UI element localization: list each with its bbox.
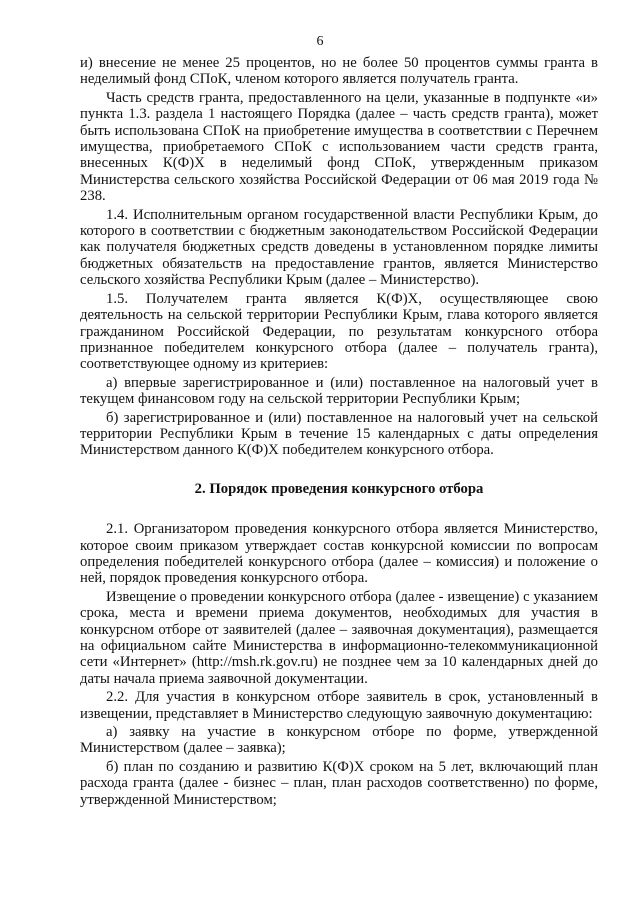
paragraph-2-1: 2.1. Организатором проведения конкурсного отбора является Министерство, которое своим приказом утверждает состав конкурсной комиссии по вопросам определения победителей конкурсного отбора (далее – комиссия) и положение о ней, порядок проведения конкурсного отбора. xyxy=(80,521,598,587)
page-number: 6 xyxy=(316,34,324,49)
paragraph-1-5: 1.5. Получателем гранта является К(Ф)Х, осуществляющее свою деятельность на сельской территории Республики Крым, глава которого является гражданином Российской Федерации, по результатам конкурсного отбора признанное победителем конкурсного отбора (далее – получатель гранта), соответствующее одному из критериев: xyxy=(80,290,598,373)
paragraph-grant-part: Часть средств гранта, предоставленного на цели, указанные в подпункте «и» пункта 1.3. раздела 1 настоящего Порядка (далее – часть средств гранта), может быть использована СПоК на приобретение имущества в соответствии с Перечнем имущества, приобретаемого СПоК с использованием части средств гранта, внесенных К(Ф)Х в неделимый фонд СПоК, утвержденным приказом Министерства сельского хозяйства Российской Федерации от 06 мая 2019 года № 238. xyxy=(80,89,598,205)
paragraph-doc-a: а) заявку на участие в конкурсном отборе по форме, утвержденной Министерством (далее – заявка); xyxy=(80,724,598,757)
paragraph-2-2: 2.2. Для участия в конкурсном отборе заявитель в срок, установленный в извещении, представляет в Министерство следующую заявочную документацию: xyxy=(80,689,598,722)
paragraph-doc-b: б) план по созданию и развитию К(Ф)Х сроком на 5 лет, включающий план расхода гранта (далее - бизнес – план, план расходов соответственно) по форме, утвержденной Министерством; xyxy=(80,758,598,808)
section-heading: 2. Порядок проведения конкурсного отбора xyxy=(194,480,484,497)
paragraph-criterion-a: а) впервые зарегистрированное и (или) поставленное на налоговый учет в текущем финансовом году на сельской территории Республики Крым; xyxy=(80,374,598,408)
paragraph-1-4: 1.4. Исполнительным органом государственной власти Республики Крым, до которого в соответствии с бюджетным законодательством Российской Федерации как получателя бюджетных средств доведены в установленном порядке лимиты бюджетных обязательств на предоставление грантов, является Министерство сельского хозяйства Республики Крым (далее – Министерство). xyxy=(80,206,598,289)
paragraph-subitem-i: и) внесение не менее 25 процентов, но не более 50 процентов суммы гранта в неделимый фонд СПоК, членом которого является получатель гранта. xyxy=(80,55,598,88)
paragraph-notice: Извещение о проведении конкурсного отбора (далее - извещение) с указанием срока, места и времени приема документов, необходимых для участия в конкурсном отборе от заявителей (далее – заявочная документация), размещается на официальном сайте Министерства в информационно-телекоммуникационной сети «Интернет» (http://msh.rk.gov.ru) не позднее чем за 10 календарных дней до даты начала приема заявочной документации. xyxy=(80,588,598,687)
document-body xyxy=(80,55,598,810)
paragraph-criterion-b: б) зарегистрированное и (или) поставленное на налоговый учет на сельской территории Республики Крым в течение 15 календарных с даты определения Министерством данного К(Ф)Х победителем конкурсного отбора. xyxy=(80,409,598,459)
